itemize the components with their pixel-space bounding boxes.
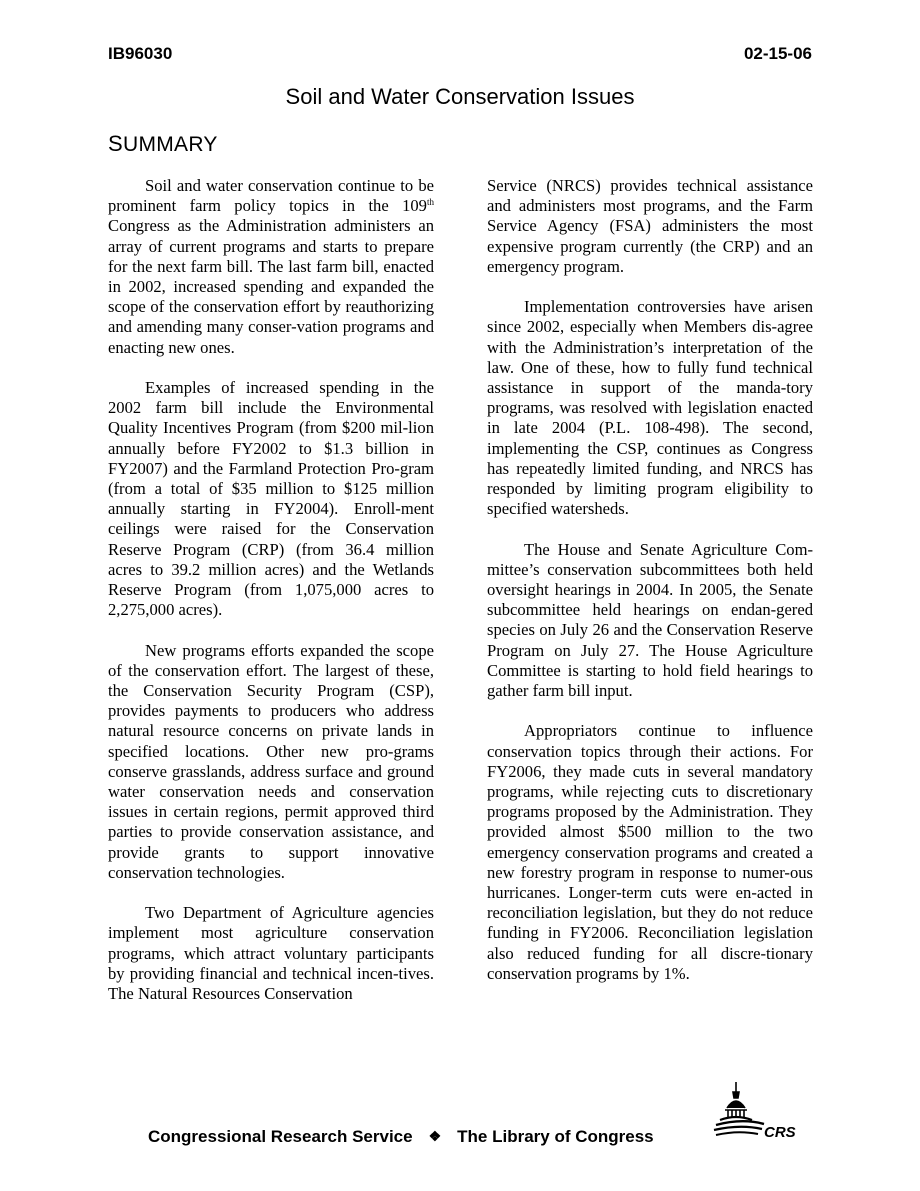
paragraph: Service (NRCS) provides technical assistance and administers most programs, and the Farm Service Agency (FSA) administers the most expensive program currently (the CRP) and an emergency program. <box>487 176 813 276</box>
paragraph-text: Soil and water conservation continue to be prominent farm policy topics in the 109 <box>108 176 434 216</box>
crs-logo <box>712 1080 808 1146</box>
paragraph: New programs efforts expanded the scope of the conservation effort. The largest of these, the Conservation Security Program (CSP), provides payments to producers who address natural resource concerns on private lands in specified locations. Other new pro-grams conserve grasslands, address surface and ground water conservation needs and conservation issues in certain regions, permit approved third parties to provide conservation assistance, and provide grants to support innovative conservation technologies. <box>108 640 434 882</box>
logo-text: CRS <box>764 1124 796 1141</box>
paragraph: Appropriators continue to influence conservation topics through their actions. For FY2006, they made cuts in several mandatory programs, while rejecting cuts to discretionary programs proposed by the Administration. They provided almost $500 million to the two emergency conservation programs and created a new forestry program in response to numer-ous hurricanes. Longer-term cuts were en-acted in reconciliation legislation, but they do not reduce funding in FY2006. Reconciliation legislation also reduced funding for all discre-tionary conservation programs by 1%. <box>487 721 813 983</box>
capitol-dome-icon <box>714 1082 764 1135</box>
document-id: IB96030 <box>108 44 173 63</box>
paragraph <box>108 176 434 358</box>
section-heading-summary <box>108 131 218 157</box>
paragraph: Implementation controversies have arisen since 2002, especially when Members dis-agree with the Administration’s interpretation of the law. One of these, how to fully fund technical assistance in support of the manda-tory programs, was resolved with legislation enacted in late 2004 (P.L. 108-498). The second, implementing the CSP, continues as Congress has repeatedly limited funding, and NRCS has responded by limiting program eligibility to specified watersheds. <box>487 297 813 519</box>
paragraph: Two Department of Agriculture agencies implement most agriculture conservation programs, which attract voluntary participants by providing financial and technical incen-tives. The Natural Resources Conservation <box>108 903 434 1004</box>
footer-library-name: The Library of Congress <box>457 1127 654 1146</box>
paragraph: Examples of increased spending in the 2002 farm bill include the Environmental Quality Incentives Program (from $200 mil-lion annually before FY2002 to $1.3 billion in FY2007) and the Farmland Protection Pro-gram (from a total of $35 million to $125 million annually starting in FY2004). Enroll-ment ceilings were raised for the Conservation Reserve Program (CRP) (from 36.4 million acres to 39.2 million acres) and the Wetlands Reserve Program (from 1,075,000 acres to 2,275,000 acres). <box>108 378 434 620</box>
page-title: Soil and Water Conservation Issues <box>285 84 635 109</box>
right-column <box>487 176 813 1004</box>
section-heading-rest: UMMARY <box>122 133 218 156</box>
paragraph: The House and Senate Agriculture Com-mittee’s conservation subcommittees both held oversight hearings in 2004. In 2005, the Senate subcommittee held hearings on endan-gered species on July 26 and the Conservation Reserve Program on July 27. The House Agriculture Committee is starting to hold field hearings to gather farm bill input. <box>487 539 813 701</box>
document-date: 02-15-06 <box>743 44 812 63</box>
left-column <box>108 176 434 1024</box>
footer-crs-name: Congressional Research Service <box>148 1127 413 1146</box>
footer <box>148 1127 654 1147</box>
section-heading-initial: S <box>108 131 123 156</box>
superscript: th <box>426 197 434 208</box>
paragraph-text: Congress as the Administration administers an array of current programs and starts to prepare for the next farm bill. The last farm bill, enacted in 2002, increased spending and expanded the scope of the conservation effort by reauthorizing and amending many conser-vation programs and enacting new ones. <box>108 216 434 357</box>
footer-separator: ❖ <box>428 1128 442 1144</box>
